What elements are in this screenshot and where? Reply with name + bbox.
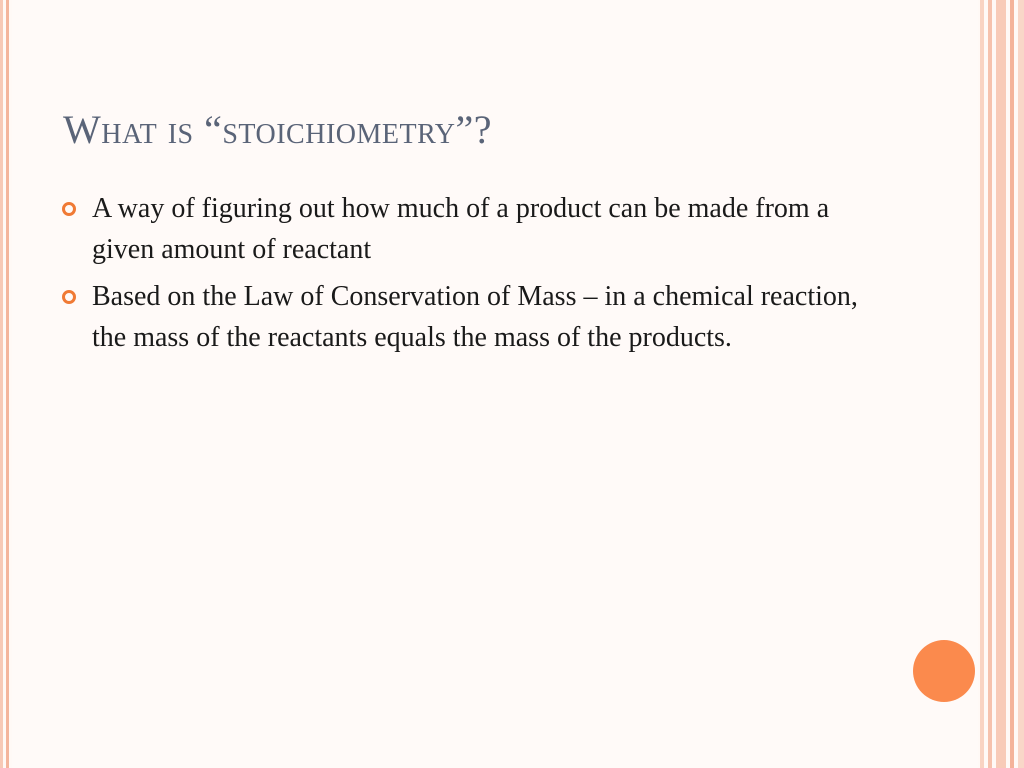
decorative-circle [913, 640, 975, 702]
bullet-text: A way of figuring out how much of a product can be made from a given amount of reactant [92, 193, 830, 265]
left-border-strip [0, 0, 3, 768]
right-border-strip [988, 0, 992, 768]
bullet-item [62, 188, 862, 270]
bullet-text: Based on the Law of Conservation of Mass – in a chemical reaction, the mass of the reactants equals the mass of the products. [92, 281, 858, 353]
bullet-item [62, 276, 862, 358]
bullet-list [62, 188, 862, 364]
right-border-strip [1018, 0, 1024, 768]
right-border-strip [996, 0, 1006, 768]
slide-title: What is “stoichiometry”? [63, 107, 492, 152]
right-border-strip [980, 0, 984, 768]
right-border-strip [1010, 0, 1014, 768]
left-border-strip-inner [6, 0, 9, 768]
bullet-ring-icon [62, 202, 76, 216]
bullet-ring-icon [62, 290, 76, 304]
